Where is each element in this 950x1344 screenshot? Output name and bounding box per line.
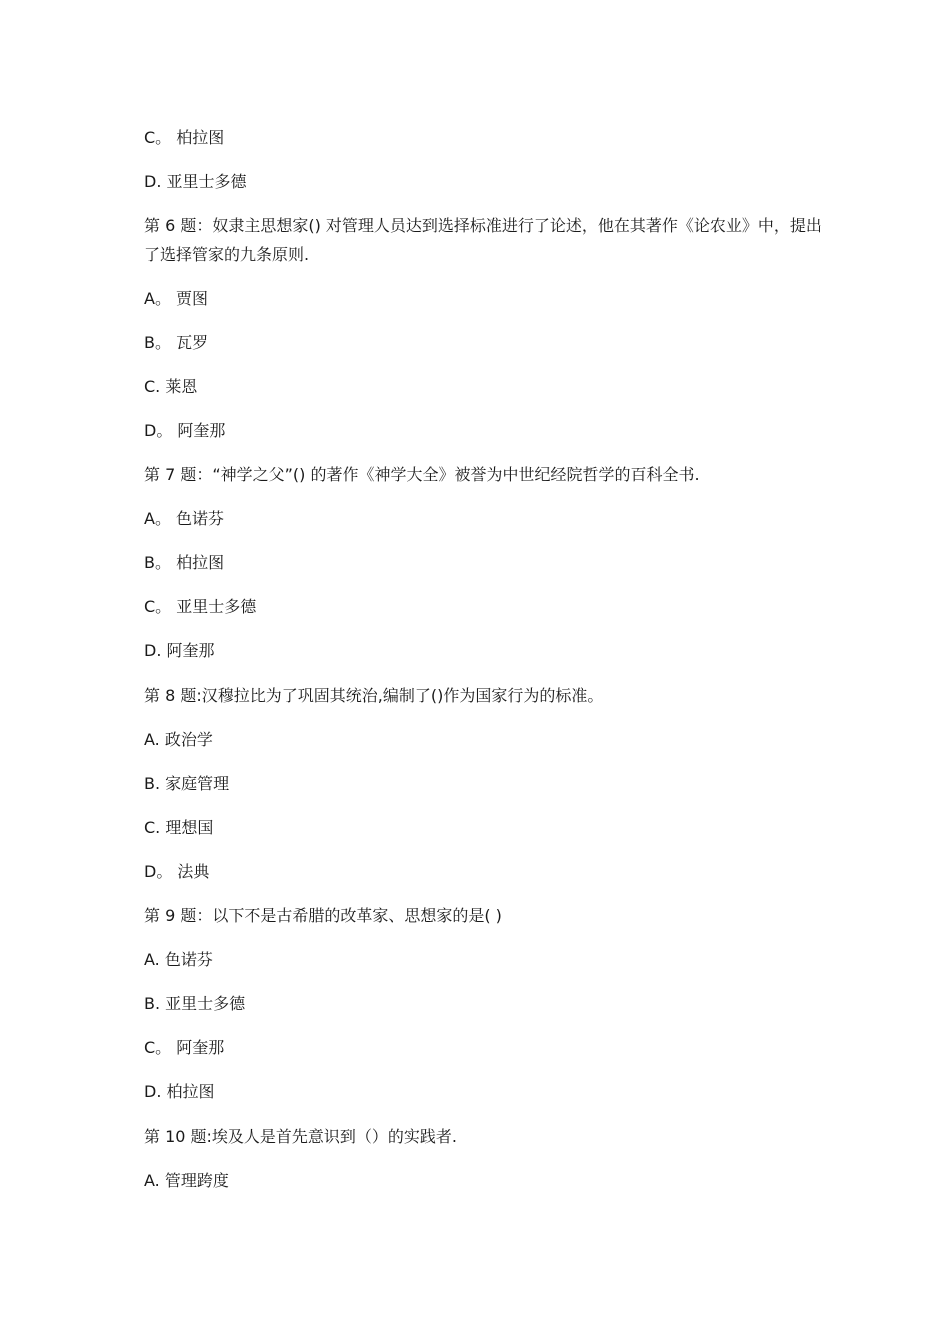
- option-b: B. 亚里士多德: [144, 994, 246, 1013]
- question-8: 第 8 题:汉穆拉比为了巩固其统治,编制了()作为国家行为的标准。: [144, 686, 604, 705]
- question-10: 第 10 题:埃及人是首先意识到（）的实践者.: [144, 1127, 458, 1146]
- question-7: 第 7 题：“神学之父”() 的著作《神学大全》被誉为中世纪经院哲学的百科全书.: [144, 465, 700, 484]
- option-c: C。 亚里士多德: [144, 597, 257, 616]
- option-a: A. 政治学: [144, 730, 213, 749]
- option-c: C. 莱恩: [144, 377, 198, 396]
- option-b: B。 瓦罗: [144, 333, 209, 352]
- option-d: D。 法典: [144, 862, 210, 881]
- option-a: A. 管理跨度: [144, 1171, 229, 1190]
- option-d: D。 阿奎那: [144, 421, 226, 440]
- option-a: A. 色诺芬: [144, 950, 213, 969]
- option-c: C。 阿奎那: [144, 1038, 225, 1057]
- option-d: D. 阿奎那: [144, 641, 215, 660]
- option-d: D. 柏拉图: [144, 1082, 215, 1101]
- option-c: C。 柏拉图: [144, 128, 225, 147]
- option-a: A。 贾图: [144, 289, 209, 308]
- question-6: 第 6 题：奴隶主思想家() 对管理人员达到选择标准进行了论述，他在其著作《论农业》中，提出了选择管家的九条原则.: [144, 216, 822, 264]
- option-d: D. 亚里士多德: [144, 172, 247, 191]
- option-b: B. 家庭管理: [144, 774, 230, 793]
- question-9: 第 9 题：以下不是古希腊的改革家、思想家的是( ): [144, 906, 502, 925]
- option-c: C. 理想国: [144, 818, 214, 837]
- option-b: B。 柏拉图: [144, 553, 225, 572]
- option-a: A。 色诺芬: [144, 509, 225, 528]
